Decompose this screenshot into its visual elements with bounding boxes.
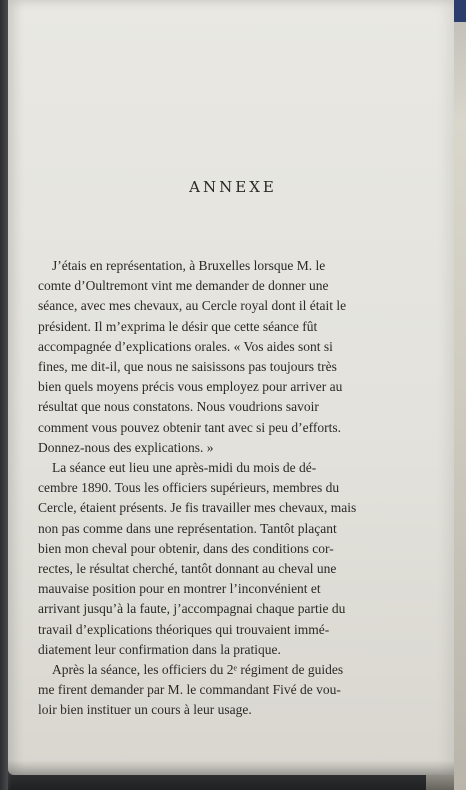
- text-line: bien mon cheval pour obtenir, dans des conditions cor-: [38, 540, 334, 556]
- text-line: loir bien instituer un cours à leur usage.: [38, 702, 252, 718]
- text-line: Cercle, étaient présents. Je fis travailler mes chevaux, mais: [38, 500, 357, 516]
- text-line: fines, me dit-il, que nous ne saisissons pas toujours très: [38, 359, 337, 375]
- text-line: comte d’Oultremont vint me demander de donner une: [38, 278, 329, 294]
- text-line: mauvaise position pour en montrer l’inconvénient et: [38, 581, 321, 597]
- page-bottom-shadow: [8, 760, 454, 790]
- text-line: La séance eut lieu une après-midi du mois de dé-: [52, 460, 317, 476]
- text-line: résultat que nous constatons. Nous voudrions savoir: [38, 399, 319, 415]
- text-line: me firent demander par M. le commandant Fivé de vou-: [38, 682, 341, 698]
- text-line: comment vous pouvez obtenir tant avec si peu d’efforts.: [38, 419, 342, 435]
- text-line: séance, avec mes chevaux, au Cercle royal dont il était le: [38, 298, 347, 314]
- text-line: accompagnée d’explications orales. « Vos aides sont si: [38, 338, 333, 354]
- text-line: rectes, le résultat cherché, tantôt donnant au cheval une: [38, 561, 337, 577]
- page-body-text: [38, 256, 357, 721]
- page-heading: ANNEXE: [189, 178, 277, 196]
- text-line: président. Il m’exprima le désir que cette séance fût: [38, 318, 318, 334]
- text-line: Après la séance, les officiers du 2ᵉ régiment de guides: [52, 662, 344, 678]
- text-line: J’étais en représentation, à Bruxelles lorsque M. le: [52, 258, 326, 273]
- text-line: arrivant jusqu’à la faute, j’accompagnai chaque partie du: [38, 601, 346, 617]
- text-line: bien quels moyens précis vous employez pour arriver au: [38, 379, 343, 395]
- text-line: non pas comme dans une représentation. Tantôt plaçant: [38, 520, 337, 536]
- text-line: Donnez-nous des explications. »: [38, 439, 214, 455]
- text-line: diatement leur confirmation dans la pratique.: [38, 641, 281, 657]
- text-line: cembre 1890. Tous les officiers supérieurs, membres du: [38, 480, 340, 496]
- text-line: travail d’explications théoriques qui trouvaient immé-: [38, 621, 330, 637]
